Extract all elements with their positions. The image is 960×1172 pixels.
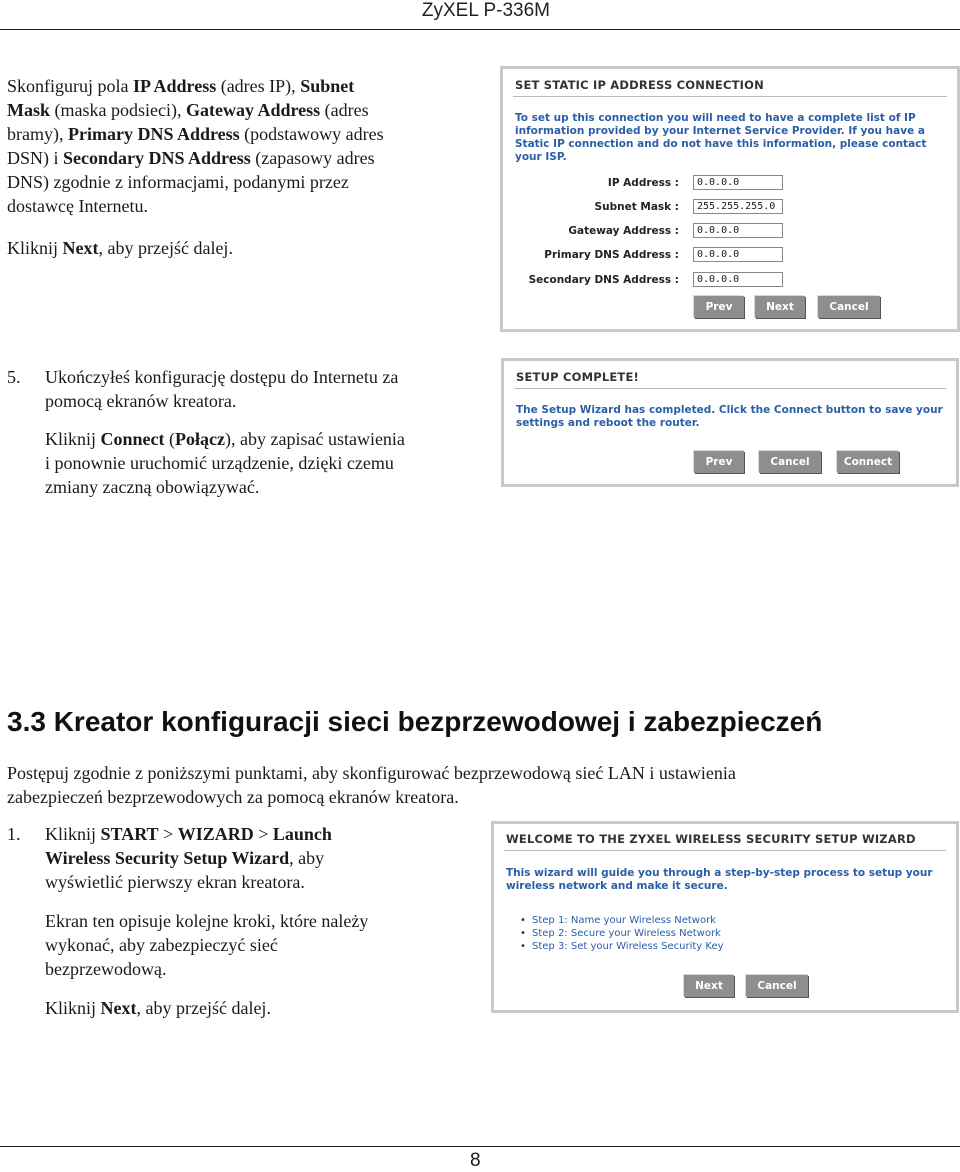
panel-title: SET STATIC IP ADDRESS CONNECTION (515, 78, 764, 92)
step1-next-instruction: Kliknij Next, aby przejść dalej. (45, 998, 271, 1018)
panel-divider (514, 388, 946, 389)
ip-address-input[interactable]: 0.0.0.0 (693, 175, 783, 190)
static-ip-screenshot (500, 66, 960, 332)
intro-line: Mask (maska podsieci), Gateway Address (adres (7, 100, 369, 120)
wizard-step-item: • Step 1: Name your Wireless Network (532, 915, 716, 926)
intro-line: DSN) i Secondary DNS Address (zapasowy adres (7, 148, 375, 168)
wizard-step-item: • Step 2: Secure your Wireless Network (532, 928, 721, 939)
step1-line: wyświetlić pierwszy ekran kreatora. (45, 872, 305, 892)
intro-line: Skonfiguruj pola IP Address (adres IP), Subnet (7, 76, 355, 96)
footer-divider (0, 1146, 960, 1147)
step5-paragraph (45, 365, 485, 413)
gateway-address-label: Gateway Address : (568, 225, 679, 237)
step1-line: wykonać, aby zabezpieczyć sieć (45, 935, 278, 955)
section-heading: 3.3 Kreator konfiguracji sieci bezprzewodowej i zabezpieczeń (7, 706, 823, 737)
panel-title: SETUP COMPLETE! (516, 370, 639, 384)
step5-line: zmiany zaczną obowiązywać. (45, 477, 260, 497)
secondary-dns-label: Secondary DNS Address : (528, 274, 679, 286)
panel-divider (513, 96, 947, 97)
step5-line: i ponownie uruchomić urządzenie, dzięki czemu (45, 453, 394, 473)
step1-line: Kliknij START > WIZARD > Launch (45, 824, 332, 844)
step1-line: bezprzewodową. (45, 959, 167, 979)
cancel-button[interactable]: Cancel (759, 451, 821, 473)
section-intro (7, 761, 957, 809)
cancel-button[interactable]: Cancel (746, 975, 808, 997)
prev-button[interactable]: Prev (694, 451, 744, 473)
step1-line: Ekran ten opisuje kolejne kroki, które należy (45, 911, 369, 931)
setup-complete-screenshot (501, 358, 959, 487)
step-number: 5. (7, 367, 21, 387)
intro-line: DNS) zgodnie z informacjami, podanymi przez (7, 172, 349, 192)
step-number: 1. (7, 824, 21, 844)
section-intro-line: zabezpieczeń bezprzewodowych za pomocą ekranów kreatora. (7, 787, 459, 807)
intro-paragraph (7, 74, 477, 218)
next-button[interactable]: Next (684, 975, 734, 997)
intro-next-instruction: Kliknij Next, aby przejść dalej. (7, 238, 233, 258)
header-divider (0, 29, 960, 30)
section-intro-line: Postępuj zgodnie z poniższymi punktami, aby skonfigurować bezprzewodową sieć LAN i ustawienia (7, 763, 736, 783)
step5-line: pomocą ekranów kreatora. (45, 391, 237, 411)
intro-line: bramy), Primary DNS Address (podstawowy adres (7, 124, 384, 144)
prev-button[interactable]: Prev (694, 296, 744, 318)
subnet-mask-input[interactable]: 255.255.255.0 (693, 199, 783, 214)
panel-intro-text: The Setup Wizard has completed. Click the Connect button to save your settings and reboot the router. (516, 404, 943, 429)
step1-paragraph (45, 822, 485, 894)
panel-divider (504, 850, 946, 851)
next-button[interactable]: Next (755, 296, 805, 318)
panel-title: WELCOME TO THE ZYXEL WIRELESS SECURITY SETUP WIZARD (506, 832, 916, 846)
subnet-mask-label: Subnet Mask : (594, 201, 679, 213)
step1-description (45, 909, 485, 981)
cancel-button[interactable]: Cancel (818, 296, 880, 318)
intro-line: dostawcę Internetu. (7, 196, 148, 216)
document-header-title: ZyXEL P-336M (421, 0, 550, 21)
wizard-step-item: • Step 3: Set your Wireless Security Key (532, 941, 724, 952)
connect-button[interactable]: Connect (837, 451, 899, 473)
step5-line: Kliknij Connect (Połącz), aby zapisać ustawienia (45, 429, 405, 449)
panel-intro-text: To set up this connection you will need to have a complete list of IP information provided by your Internet Service Provider. If you have a Static IP connection and do not have this information, please contact your ISP. (515, 112, 927, 163)
gateway-address-input[interactable]: 0.0.0.0 (693, 223, 783, 238)
ip-address-label: IP Address : (607, 177, 679, 189)
step1-line: Wireless Security Setup Wizard, aby (45, 848, 325, 868)
secondary-dns-input[interactable]: 0.0.0.0 (693, 272, 783, 287)
step5-connect-paragraph (45, 427, 485, 499)
primary-dns-input[interactable]: 0.0.0.0 (693, 247, 783, 262)
step5-line: Ukończyłeś konfigurację dostępu do Internetu za (45, 367, 399, 387)
primary-dns-label: Primary DNS Address : (544, 249, 679, 261)
panel-intro-text: This wizard will guide you through a step-by-step process to setup your wireless network and make it secure. (506, 867, 933, 892)
page-number: 8 (470, 1150, 481, 1171)
wireless-wizard-screenshot (491, 821, 959, 1013)
